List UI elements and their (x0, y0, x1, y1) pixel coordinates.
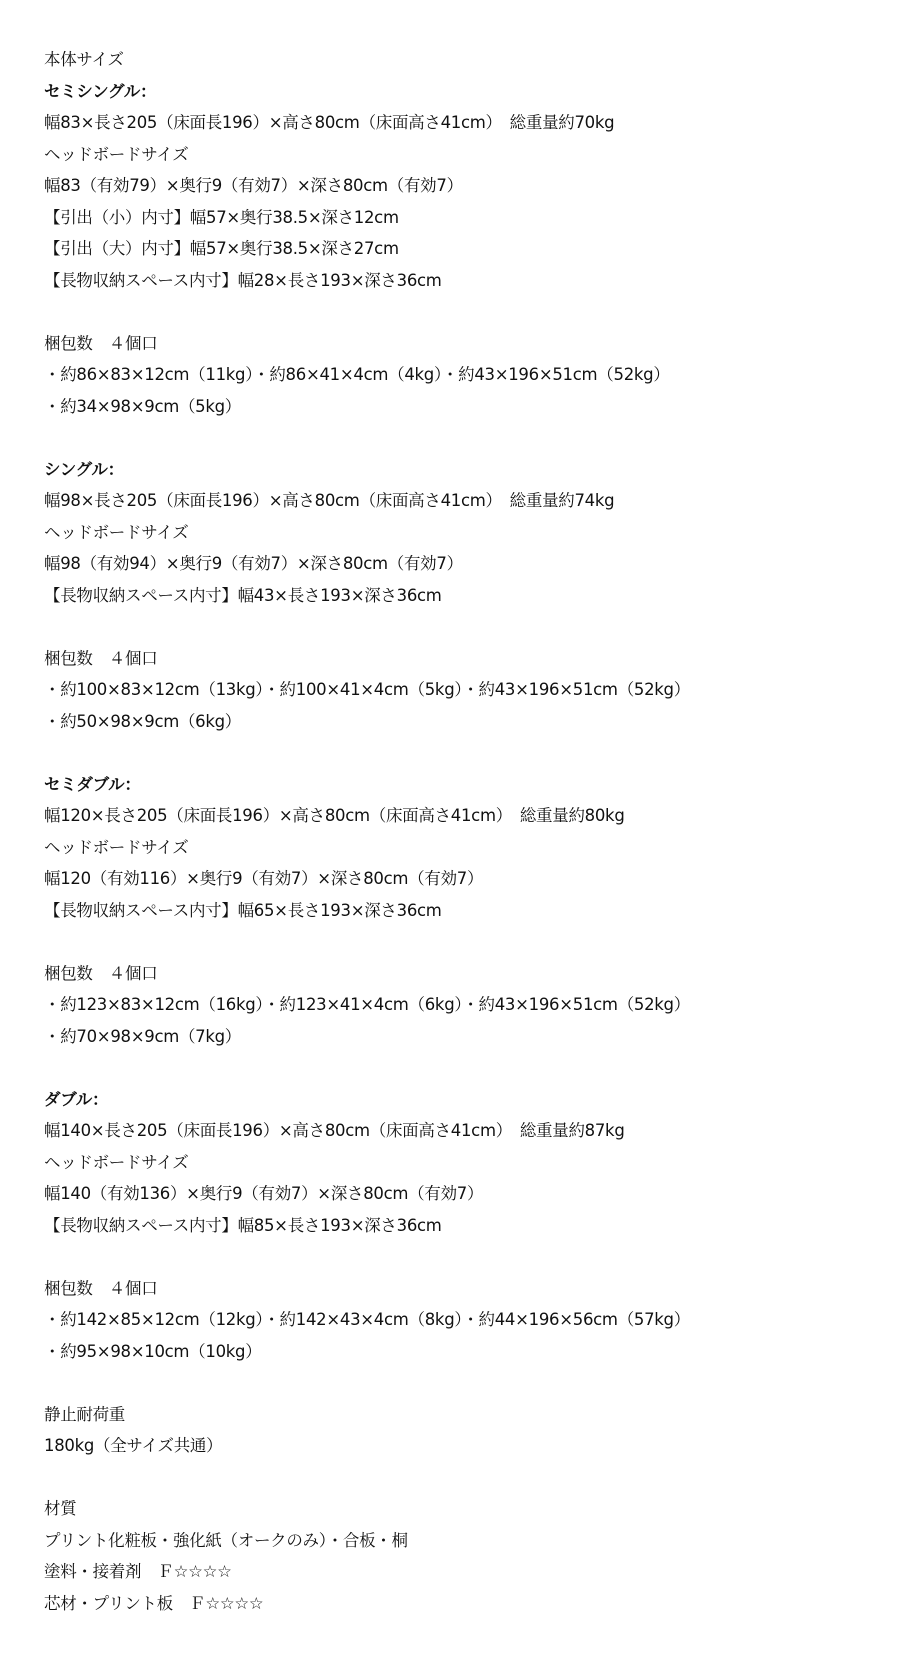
spacer (44, 1241, 900, 1273)
semi-single-long-storage: 【長物収納スペース内寸】幅28×長さ193×深さ36cm (44, 270, 442, 290)
single-headboard: 幅98（有効94）×奥行9（有効7）×深さ80cm（有効7） (44, 554, 463, 573)
semi-double-headboard: 幅120（有効116）×奥行9（有効7）×深さ80cm（有効7） (44, 869, 484, 888)
double-packages-line1: ・約142×85×12cm（12kg）・約142×43×4cm（8kg）・約44×196×56cm（57kg） (44, 1310, 690, 1329)
single-packages-line2: ・約50×98×9cm（6kg） (44, 711, 242, 731)
spacer (44, 926, 900, 958)
semi-double-size: 幅120×長さ205（床面長196）×高さ80cm（床面高さ41cm） 総重量約80kg (44, 806, 625, 825)
load-label: 静止耐荷重 (44, 1404, 126, 1424)
semi-single-headboard: 幅83（有効79）×奥行9（有効7）×深さ80cm（有効7） (44, 176, 463, 195)
double-long-storage: 【長物収納スペース内寸】幅85×長さ193×深さ36cm (44, 1215, 442, 1235)
semi-single-packages-line2: ・約34×98×9cm（5kg） (44, 396, 242, 416)
double-heading: ダブル： (44, 1089, 109, 1109)
semi-double-long-storage: 【長物収納スペース内寸】幅65×長さ193×深さ36cm (44, 900, 442, 920)
semi-double-heading: セミダブル： (44, 774, 141, 794)
material-main: プリント化粧板・強化紙（オークのみ）・合板・桐 (44, 1530, 408, 1550)
semi-single-drawer-small: 【引出（小）内寸】幅57×奥行38.5×深さ12cm (44, 207, 399, 227)
double-headboard-label: ヘッドボードサイズ (44, 1152, 189, 1172)
semi-double-packages-line2: ・約70×98×9cm（7kg） (44, 1026, 242, 1046)
single-packages-line1: ・約100×83×12cm（13kg）・約100×41×4cm（5kg）・約43×196×51cm（52kg） (44, 680, 690, 699)
semi-double-headboard-label: ヘッドボードサイズ (44, 837, 189, 857)
semi-single-packages-line1: ・約86×83×12cm（11kg）・約86×41×4cm（4kg）・約43×196×51cm（52kg） (44, 365, 670, 384)
single-headboard-label: ヘッドボードサイズ (44, 522, 189, 542)
material-paint: 塗料・接着剤 Ｆ☆☆☆☆ (44, 1562, 232, 1581)
single-size: 幅98×長さ205（床面長196）×高さ80cm（床面高さ41cm） 総重量約74kg (44, 491, 615, 510)
body-size-label: 本体サイズ (44, 50, 124, 69)
semi-single-size: 幅83×長さ205（床面長196）×高さ80cm（床面高さ41cm） 総重量約70kg (44, 113, 615, 132)
spacer (44, 611, 900, 643)
double-package-count: 梱包数 ４個口 (44, 1278, 158, 1298)
material-label: 材質 (44, 1499, 77, 1518)
load-value: 180kg（全サイズ共通） (44, 1436, 223, 1455)
material-core: 芯材・プリント板 Ｆ☆☆☆☆ (44, 1593, 264, 1613)
double-headboard: 幅140（有効136）×奥行9（有効7）×深さ80cm（有効7） (44, 1184, 484, 1203)
spacer (44, 422, 900, 454)
single-heading: シングル： (44, 459, 124, 479)
semi-single-package-count: 梱包数 ４個口 (44, 333, 158, 353)
spacer (44, 1052, 900, 1084)
semi-single-drawer-large: 【引出（大）内寸】幅57×奥行38.5×深さ27cm (44, 239, 399, 258)
spacer (44, 1462, 900, 1494)
spacer (44, 296, 900, 328)
single-long-storage: 【長物収納スペース内寸】幅43×長さ193×深さ36cm (44, 585, 442, 605)
semi-single-heading: セミシングル： (44, 81, 157, 101)
semi-double-package-count: 梱包数 ４個口 (44, 963, 158, 983)
double-size: 幅140×長さ205（床面長196）×高さ80cm（床面高さ41cm） 総重量約87kg (44, 1121, 625, 1140)
spacer (44, 1367, 900, 1399)
single-package-count: 梱包数 ４個口 (44, 648, 158, 668)
double-packages-line2: ・約95×98×10cm（10kg） (44, 1341, 262, 1361)
semi-single-headboard-label: ヘッドボードサイズ (44, 144, 189, 164)
semi-double-packages-line1: ・約123×83×12cm（16kg）・約123×41×4cm（6kg）・約43×196×51cm（52kg） (44, 995, 690, 1014)
spacer (44, 737, 900, 769)
